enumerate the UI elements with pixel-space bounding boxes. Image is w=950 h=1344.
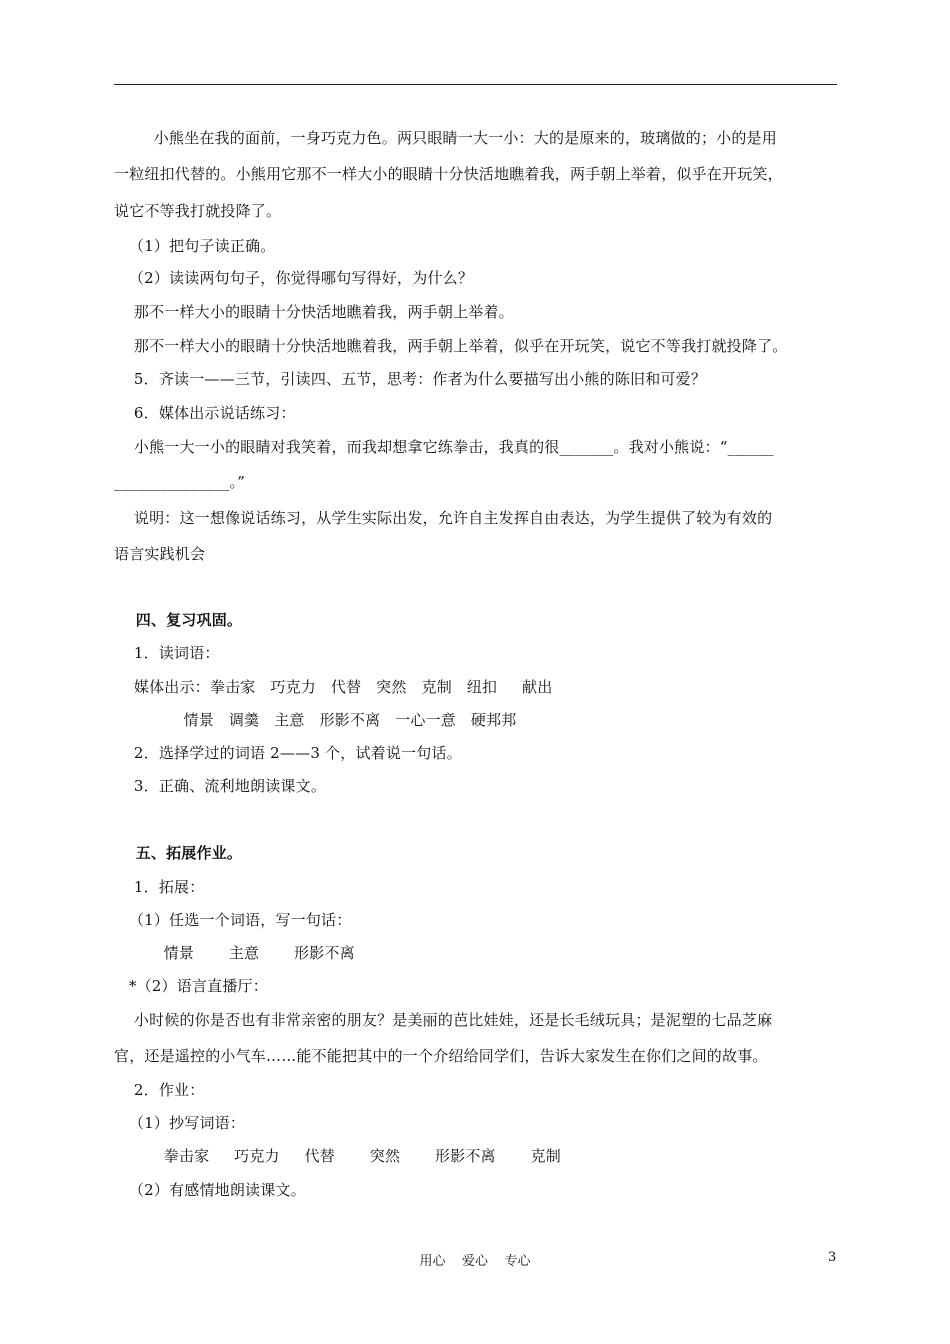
page-number: 3 [828,1250,837,1265]
note-line: 语言实践机会 [114,545,206,563]
step-item: 3．正确、流利地朗读课文。 [114,777,327,795]
step-item: 2．选择学过的词语 2——3 个，试着说一句话。 [114,744,462,762]
header-rule [114,84,837,85]
step-item: 2．作业： [114,1081,205,1099]
question-item: （1）抄写词语： [114,1114,246,1132]
paragraph-line: 小熊坐在我的面前，一身巧克力色。两只眼睛一大一小：大的是原来的，玻璃做的；小的是用 [114,129,777,147]
word-list: 媒体出示：拳击家 巧克力 代替 突然 克制 纽扣 献出 [114,678,553,696]
word-list: 情景 主意 形影不离 [114,944,355,962]
step-item: 6．媒体出示说话练习： [114,404,296,422]
word-list: 情景 调羹 主意 形影不离 一心一意 硬邦邦 [114,711,517,729]
exercise-line: _______________。” [114,473,246,491]
step-item: 5．齐读一——三节，引读四、五节，思考：作者为什么要描写出小熊的陈旧和可爱？ [114,370,707,388]
section-heading: 四、复习巩固。 [114,611,243,629]
note-line: 说明：这一想像说话练习，从学生实际出发，允许自主发挥自由表达，为学生提供了较为有效的 [114,509,773,527]
section-heading: 五、拓展作业。 [114,844,243,862]
sentence-line: 那不一样大小的眼睛十分快活地瞧着我，两手朝上举着，似乎在开玩笑，说它不等我打就投降了。 [114,337,788,355]
sentence-line: 那不一样大小的眼睛十分快活地瞧着我，两手朝上举着。 [114,303,514,321]
paragraph-line: 小时候的你是否也有非常亲密的朋友？是美丽的芭比娃娃，还是长毛绒玩具；是泥塑的七品芝麻 [114,1011,773,1029]
question-item: （2）有感情地朗读课文。 [114,1181,306,1199]
paragraph-line: 官，还是遥控的小气车……能不能把其中的一个介绍给同学们，告诉大家发生在你们之间的故事。 [114,1047,768,1065]
word-list: 拳击家 巧克力 代替 突然 形影不离 克制 [114,1147,561,1165]
paragraph-line: 一粒纽扣代替的。小熊用它那不一样大小的眼睛十分快活地瞧着我，两手朝上举着，似乎在开玩笑， [114,165,783,183]
paragraph-line: 说它不等我打就投降了。 [114,202,282,220]
exercise-line: 小熊一大一小的眼睛对我笑着，而我却想拿它练拳击，我真的很_______。我对小熊说：“______ [114,438,774,456]
question-item: （1）任选一个词语，写一句话： [114,911,352,929]
question-item: *（2）语言直播厅： [114,977,268,995]
step-item: 1．拓展： [114,878,205,896]
question-item: （1）把句子读正确。 [114,237,276,255]
question-item: （2）读读两句句子，你觉得哪句写得好，为什么？ [114,269,474,287]
page-footer: 用心 爱心 专心 [419,1254,531,1269]
step-item: 1．读词语： [114,644,220,662]
